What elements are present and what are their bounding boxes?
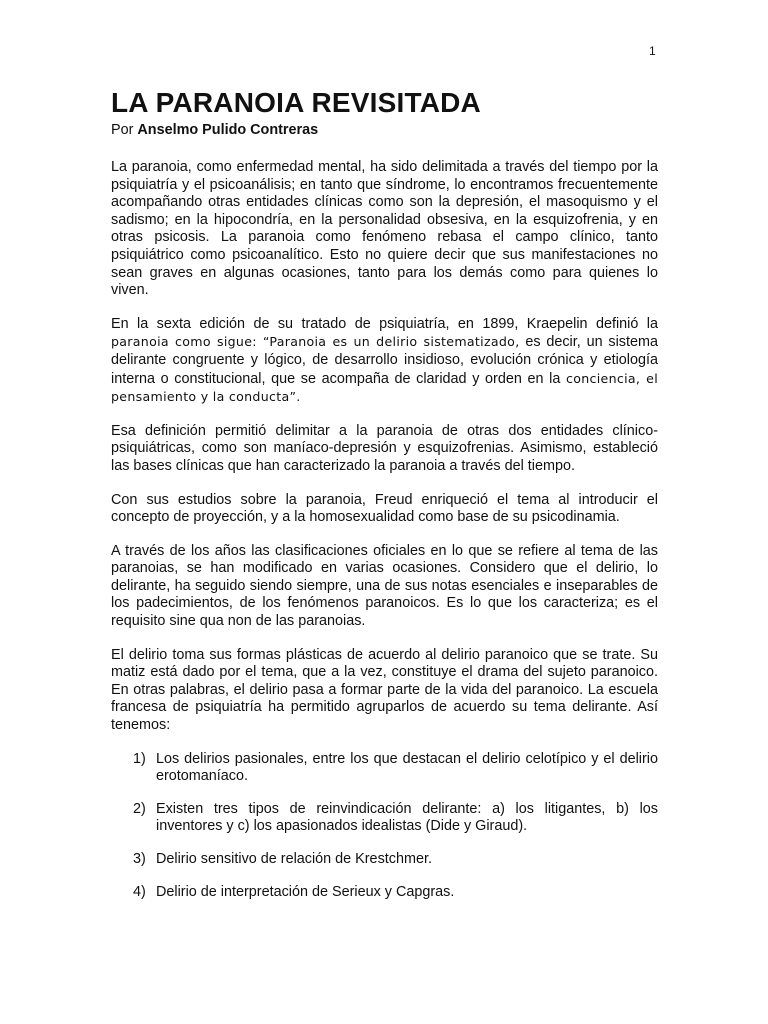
byline — [111, 122, 658, 139]
paragraph-2-text-a: En la sexta edición de su tratado de psiquiatría, en 1899, Kraepelin definió la — [111, 315, 658, 332]
list-item — [111, 751, 658, 786]
paragraph-4: Con sus estudios sobre la paranoia, Freud enriqueció el tema al introducir el concepto de proyección, y a la homosexualidad como base de su psicodinamia. — [111, 491, 658, 526]
list-item-number: 4) — [133, 883, 146, 900]
list-item-text: Delirio de interpretación de Serieux y Capgras. — [156, 883, 455, 900]
list-item-number: 3) — [133, 851, 146, 867]
paragraph-2 — [111, 316, 658, 407]
paragraph-3: Esa definición permitió delimitar a la paranoia de otras dos entidades clínico-psiquiátricas, como son maníaco-depresión y esquizofrenias. Asimismo, estableció las bases clínicas que han caracterizado la paranoia a través del tiempo. — [111, 422, 658, 474]
paragraph-5: A través de los años las clasificaciones oficiales en lo que se refiere al tema de las paranoias, se han modificado en varias ocasiones. Considero que el delirio, lo delirante, ha seguido siendo siempre, una de sus notas esenciales e inseparables de los padecimientos, de los fenómenos paranoicos. Es lo que los caracteriza; es el requisito sine qua non de las paranoias. — [111, 542, 658, 630]
paragraph-1: La paranoia, como enfermedad mental, ha sido delimitada a través del tiempo por la psiquiatría y el psicoanálisis; en tanto que síndrome, lo encontramos frecuentemente acompañando otras entidades clínicas como son la depresión, el masoquismo y el sadismo; en la hipocondría, en la personalidad obsesiva, en la esquizofrenia, y en otras psicosis. La paranoia como fenómeno rebasa el campo clínico, tanto psiquiátrico como psicoanalítico. Esto no quiere decir que sus manifestaciones no sean graves en algunas ocasiones, tanto para los demás como para quienes lo viven. — [111, 159, 658, 299]
author-name: Anselmo Pulido Contreras — [137, 122, 319, 138]
list-item-text: Existen tres tipos de reinvindicación delirante: a) los litigantes, b) los inventores y c) los apasionados idealistas (Dide y Giraud). — [156, 800, 658, 835]
list-item-text: Delirio sensitivo de relación de Krestchmer. — [156, 851, 432, 867]
paragraph-2-text-b: es decir, un sistema delirante congruente y lógico, de desarrollo insidioso, evolución crónica y etiología interna o constitucional, que se acompaña de claridad y orden en la — [111, 334, 658, 387]
document-title: LA PARANOIA REVISITADA — [111, 87, 481, 118]
list-item-text: Los delirios pasionales, entre los que destacan el delirio celotípico y el delirio erotomaníaco. — [156, 750, 658, 785]
list-item — [111, 851, 658, 869]
paragraph-6: El delirio toma sus formas plásticas de acuerdo al delirio paranoico que se trate. Su matiz está dado por el tema, que a la vez, constituye el drama del sujeto paranoico. En otras palabras, el delirio pasa a formar parte de la vida del paranoico. La escuela francesa de psiquiatría ha permitido agruparlos de acuerdo su tema delirante. Así tenemos: — [111, 646, 658, 734]
list-item — [111, 884, 658, 902]
paragraph-2-quote-a: paranoia como sigue: “Paranoia es un delirio sistematizado, — [111, 334, 520, 350]
delirium-types-list — [111, 751, 658, 902]
list-item-number: 2) — [133, 800, 146, 817]
document-body — [111, 84, 658, 916]
list-item-number: 1) — [133, 750, 146, 767]
paragraph-2-quote-b: conciencia, el pensamiento y la conducta”. — [111, 370, 659, 405]
byline-prefix: Por — [111, 122, 138, 138]
list-item — [111, 801, 658, 836]
page-number: 1 — [649, 44, 656, 58]
